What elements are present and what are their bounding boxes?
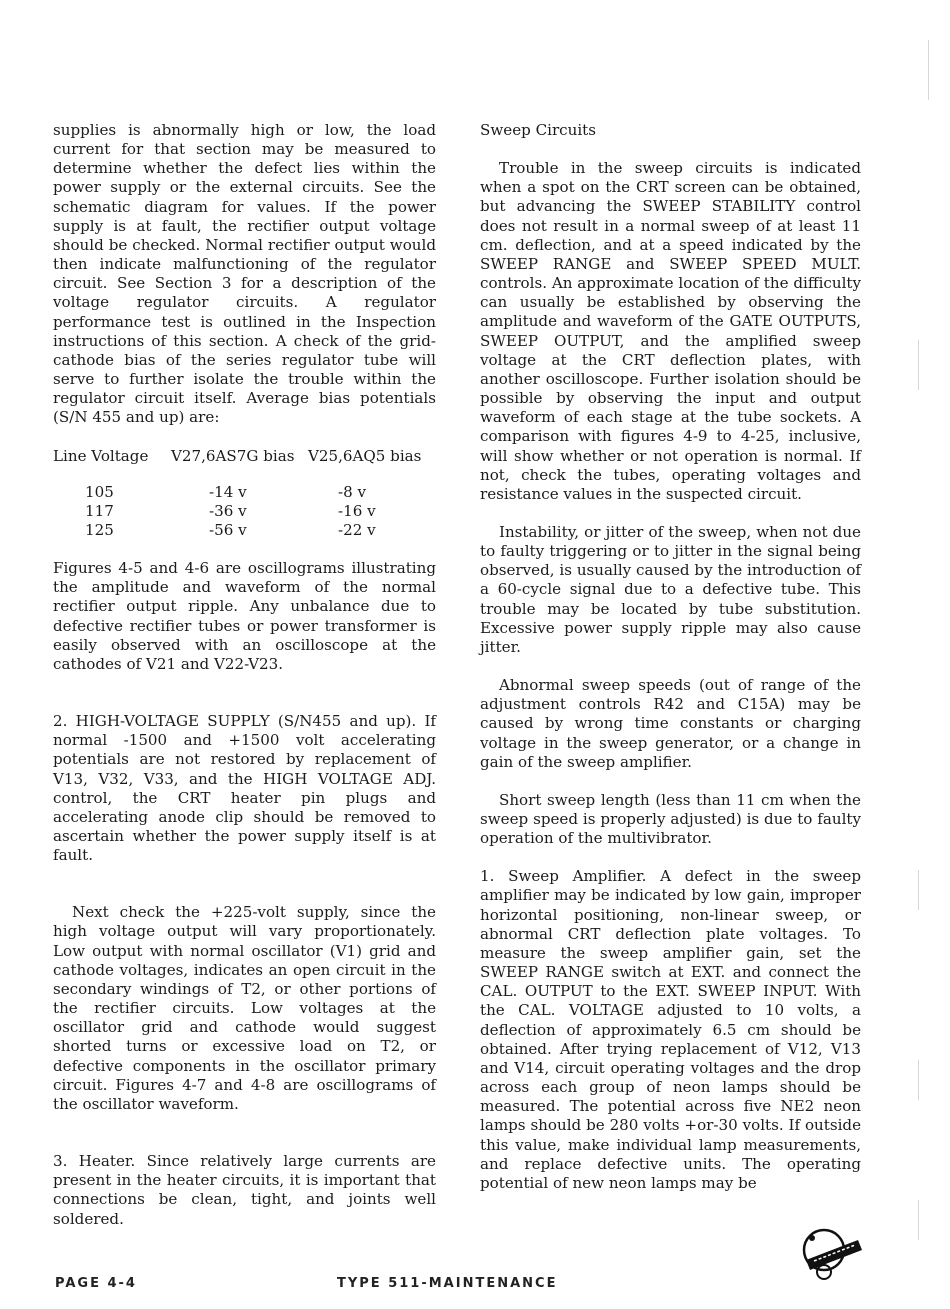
bias-table — [53, 447, 436, 541]
scan-edge-mark — [928, 40, 929, 100]
paragraph-sweep-instability: Instability, or jitter of the sweep, when not due to faulty triggering or to jitter in the signal being observed, is usually caused by the introduction of a 60-cycle signal due to a defective tube. This trouble may be located by tube substitution. Excessive power supply ripple may also cause jitter. — [480, 522, 861, 656]
cell-v27-bias: -56 v — [209, 520, 247, 539]
paragraph-abnormal-sweep-speeds: Abnormal sweep speeds (out of range of the adjustment controls R42 and C15A) may be caused by wrong time constants or charging voltage in the sweep generator, or a change in gain of the sweep amplifier. — [480, 676, 861, 771]
paragraph-heater: 3. Heater. Since relatively large currents are present in the heater circuits, it is important that connections be clean, tight, and joints well soldered. — [53, 1152, 436, 1228]
cell-line-voltage: 117 — [85, 501, 114, 520]
tektronix-logo-icon — [800, 1226, 866, 1282]
table-row — [53, 502, 436, 521]
section-heading-sweep-circuits: Sweep Circuits — [480, 121, 596, 139]
right-column — [480, 121, 861, 1212]
footer-title: TYPE 511-MAINTENANCE — [337, 1276, 558, 1291]
paragraph-high-voltage-supply: 2. HIGH-VOLTAGE SUPPLY (S/N455 and up). If normal -1500 and +1500 volt accelerating potentials are not restored by replacement of V13, V32, V33, and the HIGH VOLTAGE ADJ. control, the CRT heater pin plugs and accelerating anode clip should be removed to ascertain whether the power supply itself is at fault. — [53, 712, 436, 865]
cell-v25-bias: -22 v — [338, 520, 376, 539]
scan-edge-mark — [918, 870, 919, 910]
bias-table-header — [53, 447, 436, 466]
cell-v27-bias: -36 v — [209, 501, 247, 520]
cell-v25-bias: -16 v — [338, 501, 376, 520]
paragraph-short-sweep-length: Short sweep length (less than 11 cm when the sweep speed is properly adjusted) is due to faulty operation of the multivibrator. — [480, 790, 861, 848]
paragraph-sweep-amplifier: 1. Sweep Amplifier. A defect in the sweep amplifier may be indicated by low gain, improper horizontal positioning, non-linear sweep, or abnormal CRT deflection plate voltages. To measure the sweep amplifier gain, set the SWEEP RANGE switch at EXT. and connect the CAL. OUTPUT to the EXT. SWEEP INPUT. With the CAL. VOLTAGE adjusted to 10 volts, a deflection of approximately 6.5 cm should be obtained. After trying replacement of V12, V13 and V14, circuit operating voltages and the drop across each group of neon lamps should be measured. The potential across five NE2 neon lamps should be 280 volts +or-30 volts. If outside this value, make individual lamp measurements, and replace defective units. The operating potential of new neon lamps may be — [480, 867, 861, 1192]
scan-edge-mark — [918, 340, 919, 390]
cell-v25-bias: -8 v — [338, 482, 367, 501]
scan-edge-mark — [918, 1200, 919, 1240]
header-v27-bias: V27,6AS7G bias — [171, 446, 295, 465]
paragraph-power-supply-load: supplies is abnormally high or low, the load current for that section may be measured to determine whether the defect lies within the power supply or the external circuits. See the schematic diagram for values. If the power supply is at fault, the rectifier output voltage should be checked. Normal rectifier output would then indicate malfunctioning of the regulator circuit. See Section 3 for a description of the voltage regulator circuits. A regulator performance test is outlined in the Inspection instructions of this section. A check of the grid-cathode bias of the series regulator tube will serve to further isolate the trouble within the regulator circuit itself. Average bias potentials (S/N 455 and up) are: — [53, 121, 436, 427]
table-row — [53, 483, 436, 502]
table-row — [53, 521, 436, 540]
left-column — [53, 121, 436, 1248]
footer-page-number: PAGE 4-4 — [55, 1276, 137, 1291]
paragraph-ripple-oscillograms: Figures 4-5 and 4-6 are oscillograms illustrating the amplitude and waveform of the normal rectifier output ripple. Any unbalance due to defective rectifier tubes or power transformer is easily observed with an oscilloscope at the cathodes of V21 and V22-V23. — [53, 559, 436, 673]
paragraph-sweep-trouble: Trouble in the sweep circuits is indicated when a spot on the CRT screen can be obtained, but advancing the SWEEP STABILITY control does not result in a normal sweep of at least 11 cm. deflection, and at a speed indicated by the SWEEP RANGE and SWEEP SPEED MULT. controls. An approximate location of the difficulty can usually be established by observing the amplitude and waveform of the GATE OUTPUTS, SWEEP OUTPUT, and the amplified sweep voltage at the CRT deflection plates, with another oscilloscope. Further isolation should be possible by observing the input and output waveform of each stage at the tube sockets. A comparison with figures 4-9 to 4-25, inclusive, will show whether or not operation is normal. If not, check the tubes, operating voltages and resistance values in the suspected circuit. — [480, 159, 861, 503]
cell-line-voltage: 125 — [85, 520, 114, 539]
scan-edge-mark — [918, 1060, 919, 1100]
paragraph-225-volt-supply: Next check the +225-volt supply, since the high voltage output will vary proportionately. Low output with normal oscillator (V1) grid and cathode voltages, indicates an open circuit in the secondary windings of T2, or other portions of the rectifier circuits. Low voltages at the oscillator grid and cathode would suggest shorted turns or excessive load on T2, or defective components in the oscillator primary circuit. Figures 4-7 and 4-8 are oscillograms of the oscillator waveform. — [53, 903, 436, 1113]
cell-v27-bias: -14 v — [209, 482, 247, 501]
header-v25-bias: V25,6AQ5 bias — [308, 446, 422, 465]
cell-line-voltage: 105 — [85, 482, 114, 501]
header-line-voltage: Line Voltage — [53, 446, 149, 465]
